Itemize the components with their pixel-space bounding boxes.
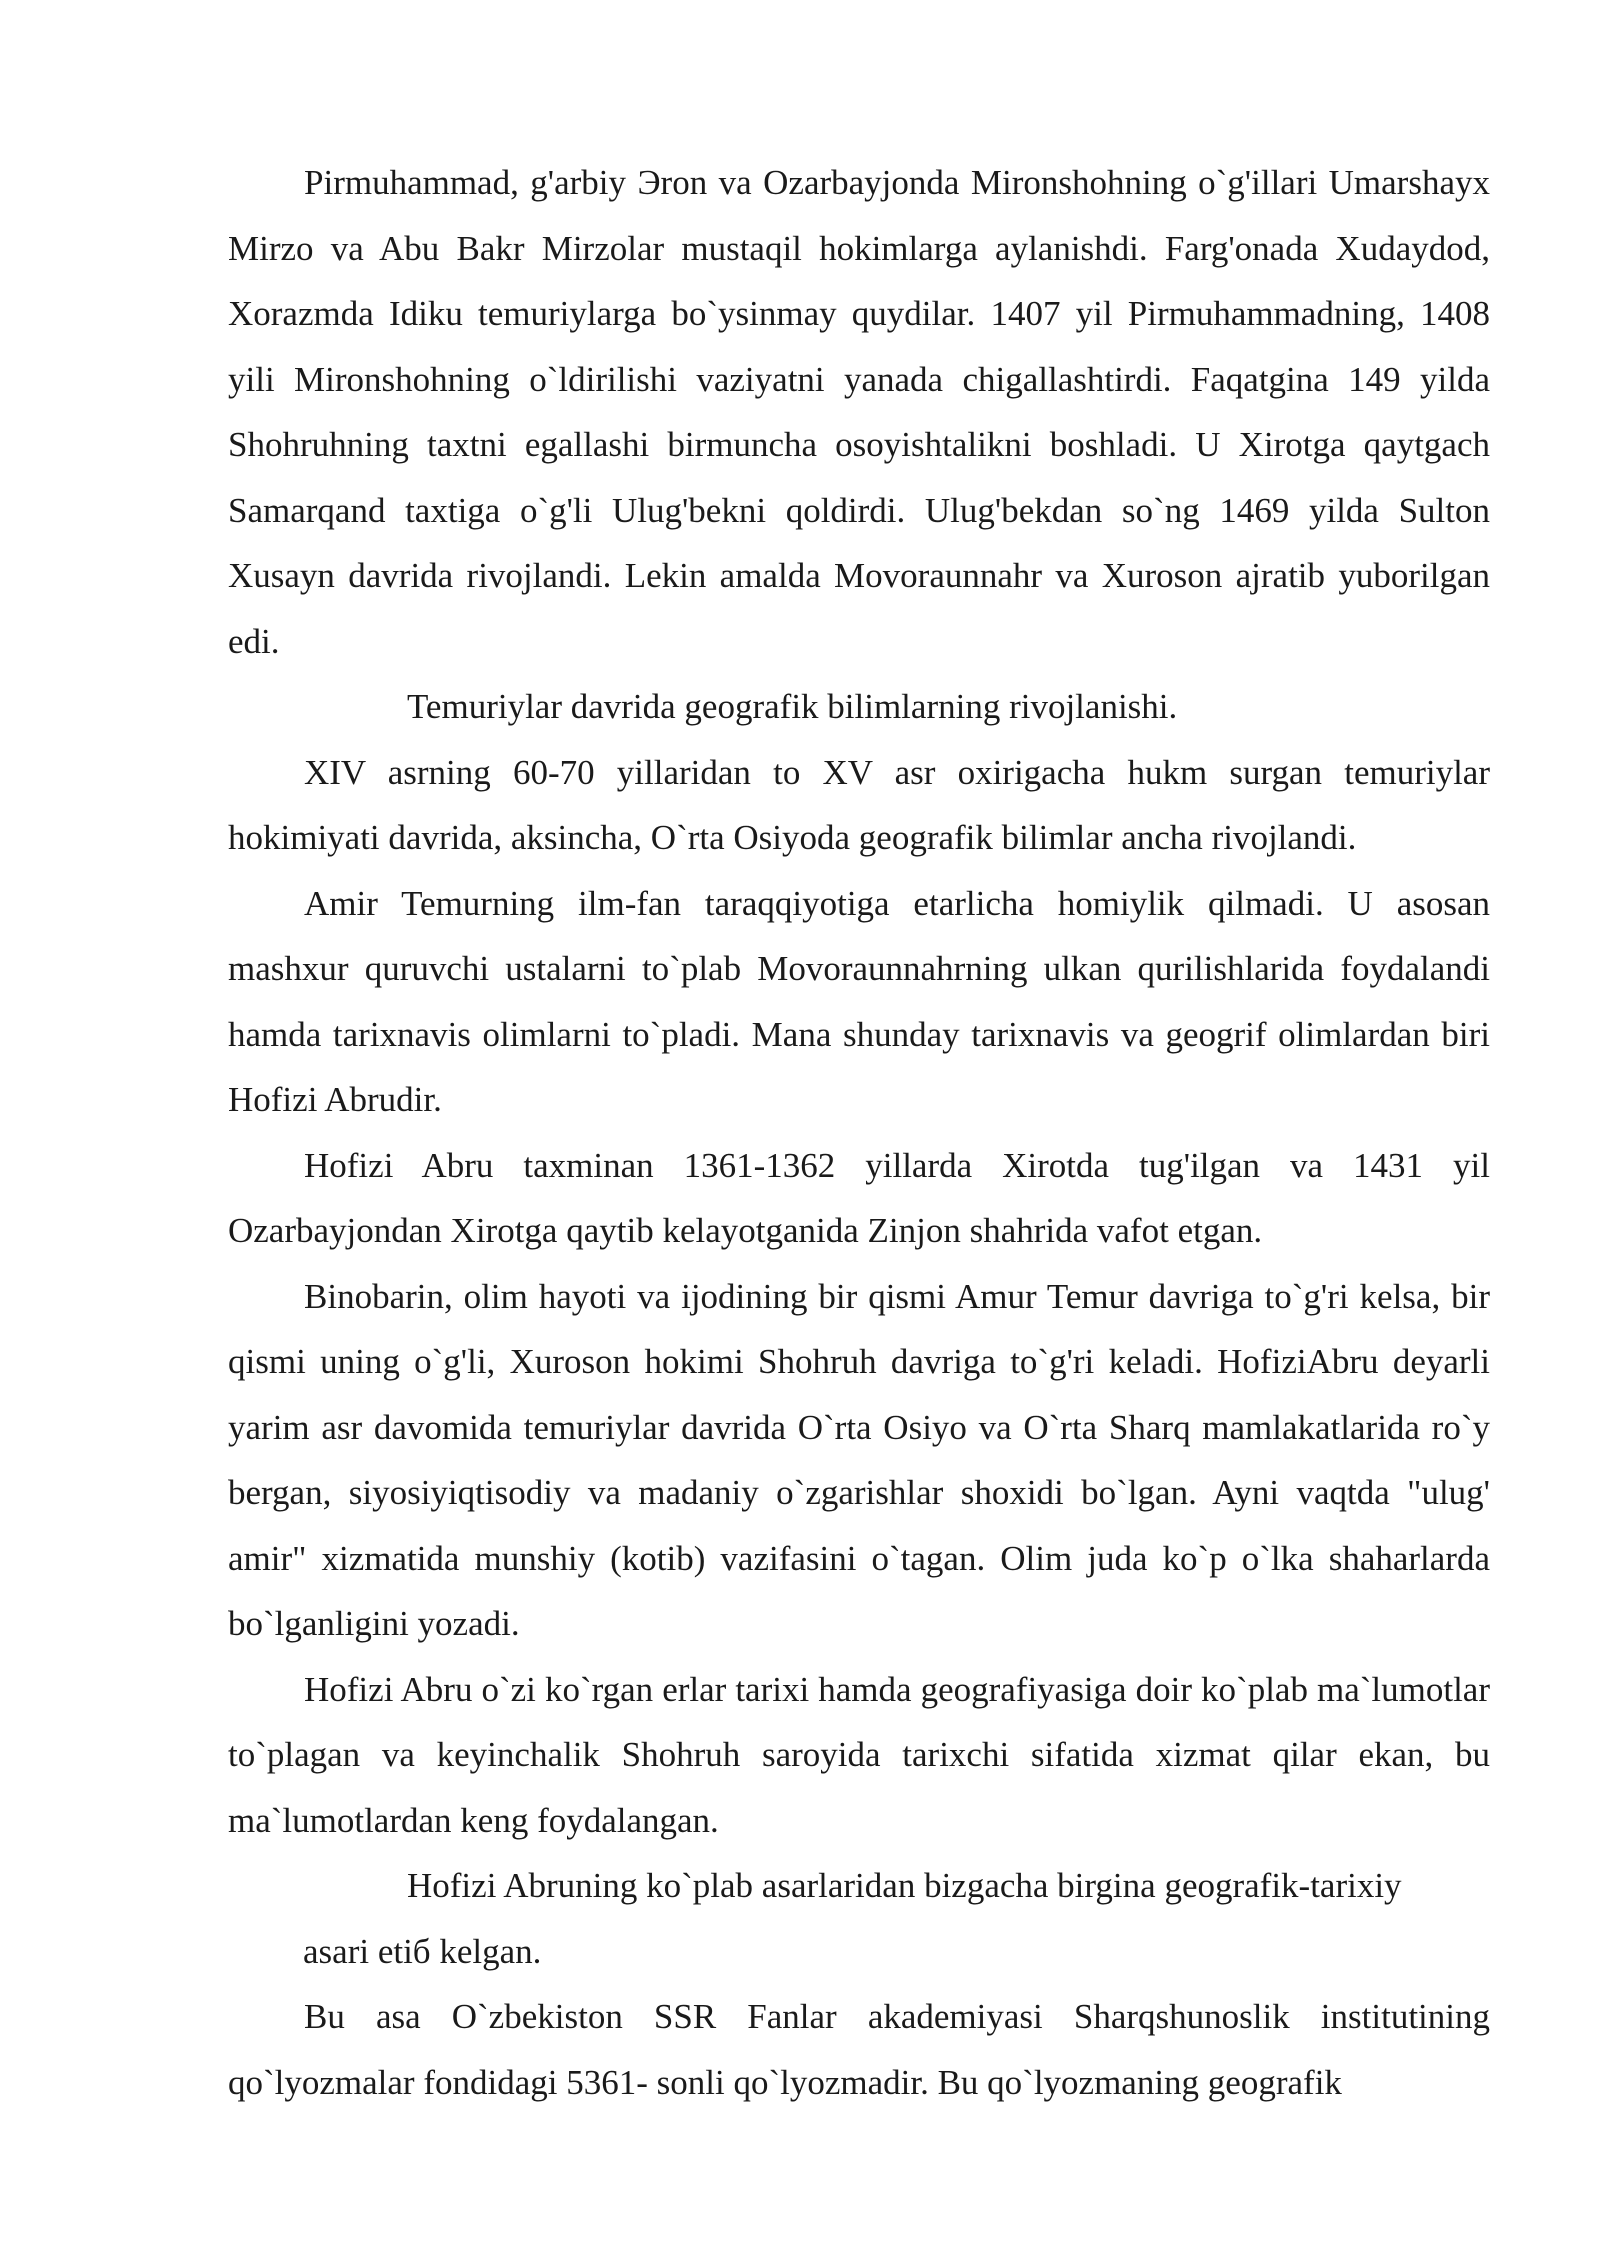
paragraph-1: Pirmuhammad, g'arbiy Эron va Ozarbayjonda Mironshohning o`g'illari Umarshayx Mirzo va Abu Bakr Mirzolar mustaqil hokimlarga aylanishdi. Farg'onada Xudaydod, Xorazmda Idiku temuriylarga bo`ysinmay quydilar. 1407 yil Pirmuhammadning, 1408 yili Mironshohning o`ldirilishi vaziyatni yanada chigallashtirdi. Faqatgina 149 yilda Shohruhning taxtni egallashi birmuncha osoyishtalikni boshladi. U Xirotga qaytgach Samarqand taxtiga o`g'li Ulug'bekni qoldirdi. Ulug'bekdan so`ng 1469 yilda Sulton Xusayn davrida rivojlandi. Lekin amalda Movoraunnahr va Xuroson ajratib yuborilgan edi.: [228, 163, 1490, 661]
paragraph-8: Bu asa O`zbekiston SSR Fanlar akademiyasi Sharqshunoslik institutining qo`lyozmalar fondidagi 5361- sonli qo`lyozmadir. Bu qo`lyozmaning geografik: [228, 1997, 1490, 2102]
paragraph-4: Hofizi Abru taxminan 1361-1362 yillarda Xirotda tug'ilgan va 1431 yil Ozarbayjondan Xirotga qaytib kelayotganida Zinjon shahrida vafot etgan.: [228, 1145, 1490, 1250]
paragraph-3: Amir Temurning ilm-fan taraqqiyotiga etarlicha homiylik qilmadi. U asosan mashxur quruvchi ustalarni to`plab Movoraunnahrning ulkan qurilishlarida foydalandi hamda tarixnavis olimlarni to`pladi. Mana shunday tarixnavis va geogrif olimlardan biri Hofizi Abrudir.: [228, 883, 1490, 1119]
document-page: [228, 150, 1490, 2115]
paragraph-2: XIV asrning 60-70 yillaridan to XV asr oxirigacha hukm surgan temuriylar hokimiyati davrida, aksincha, O`rta Osiyoda geografik bilimlar ancha rivojlandi.: [228, 752, 1490, 857]
paragraph-7-line-1: Hofizi Abruning ko`plab asarlaridan bizgacha birgina geografik-tarixiy: [407, 1866, 1402, 1905]
section-heading: Temuriylar davrida geografik bilimlarning rivojlanishi.: [407, 687, 1178, 726]
paragraph-7-line-2: asari etiб kelgan.: [303, 1931, 542, 1971]
paragraph-5: Binobarin, olim hayoti va ijodining bir qismi Amur Temur davriga to`g'ri kelsa, bir qismi uning o`g'li, Xuroson hokimi Shohruh davriga to`g'ri keladi. HofiziAbru deyarli yarim asr davomida temuriylar davrida O`rta Osiyo va O`rta Sharq mamlakatlarida ro`y bergan, siyosiyiqtisodiy va madaniy o`zgarishlar shoxidi bo`lgan. Ayni vaqtda "ulug' amir" xizmatida munshiy (kotib) vazifasini o`tagan. Olim juda ko`p o`lka shaharlarda bo`lganligini yozadi.: [228, 1276, 1490, 1643]
paragraph-6: Hofizi Abru o`zi ko`rgan erlar tarixi hamda geografiyasiga doir ko`plab ma`lumotlar to`plagan va keyinchalik Shohruh saroyida tarixchi sifatida xizmat qilar ekan, bu ma`lumotlardan keng foydalangan.: [228, 1669, 1490, 1840]
paragraph-7: [228, 1853, 1490, 1984]
